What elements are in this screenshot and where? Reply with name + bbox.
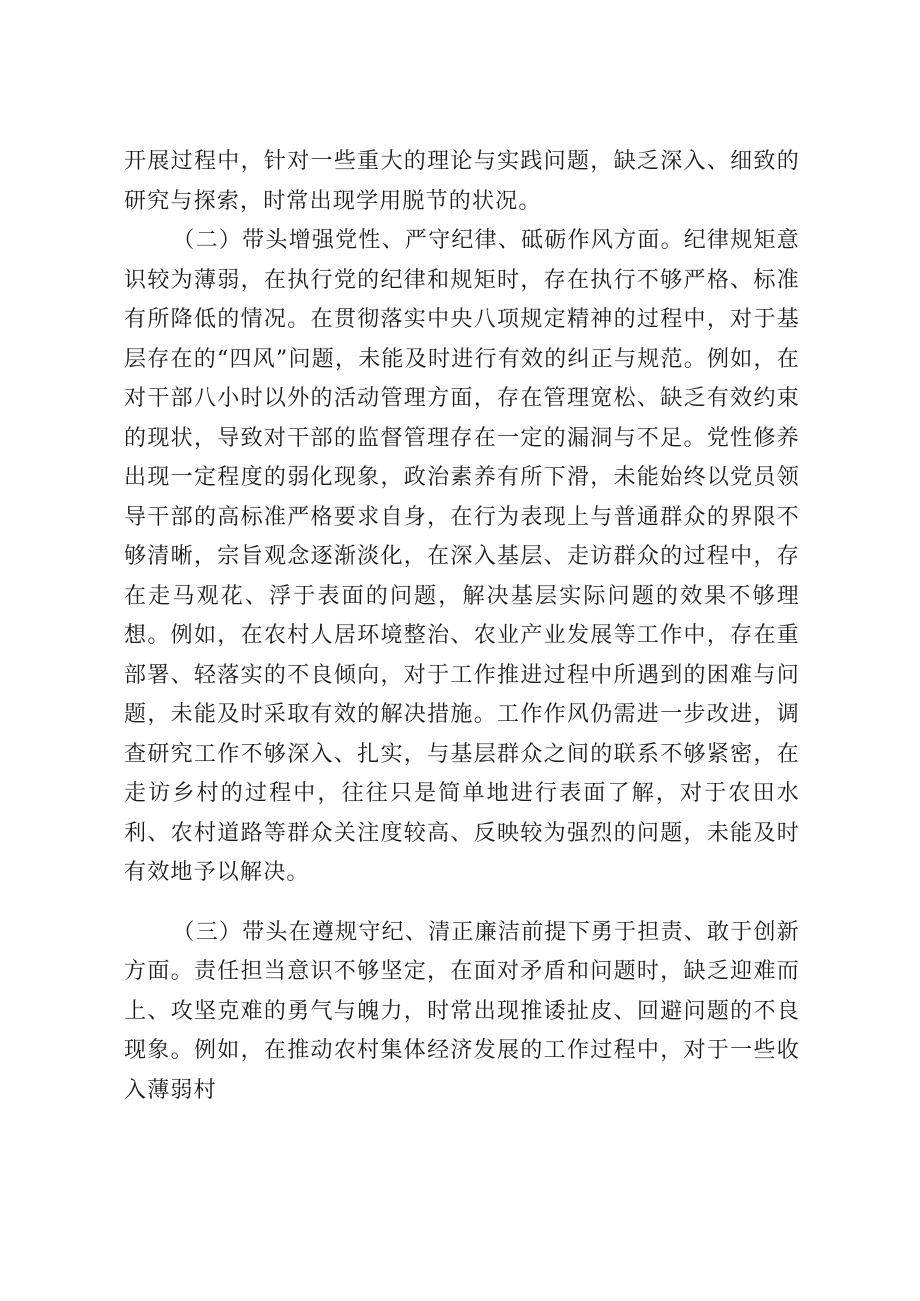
paragraph-section-three: （三）带头在遵规守纪、清正廉洁前提下勇于担责、敢于创新方面。责任担当意识不够坚定，在面对矛盾和问题时，缺乏迎难而上、攻坚克难的勇气与魄力，时常出现推诿扯皮、回避问题的不良现象。例如，在推动农村集体经济发展的工作过程中，对于一些收入薄弱村 [124, 919, 800, 1103]
document-body [124, 142, 800, 1110]
paragraph-continuation: 开展过程中，针对一些重大的理论与实践问题，缺乏深入、细致的研究与探索，时常出现学用脱节的状况。 [124, 149, 800, 214]
paragraph-section-two: （二）带头增强党性、严守纪律、砥砺作风方面。纪律规矩意识较为薄弱，在执行党的纪律和规矩时，存在执行不够严格、标准有所降低的情况。在贯彻落实中央八项规定精神的过程中，对于基层存在的“四风”问题，未能及时进行有效的纠正与规范。例如，在对干部八小时以外的活动管理方面，存在管理宽松、缺乏有效约束的现状，导致对干部的监督管理存在一定的漏洞与不足。党性修养出现一定程度的弱化现象，政治素养有所下滑，未能始终以党员领导干部的高标准严格要求自身，在行为表现上与普通群众的界限不够清晰，宗旨观念逐渐淡化，在深入基层、走访群众的过程中，存在走马观花、浮于表面的问题，解决基层实际问题的效果不够理想。例如，在农村人居环境整治、农业产业发展等工作中，存在重部署、轻落实的不良倾向，对于工作推进过程中所遇到的困难与问题，未能及时采取有效的解决措施。工作作风仍需进一步改进，调查研究工作不够深入、扎实，与基层群众之间的联系不够紧密，在走访乡村的过程中，往往只是简单地进行表面了解，对于农田水利、农村道路等群众关注度较高、反映较为强烈的问题，未能及时有效地予以解决。 [124, 228, 800, 885]
